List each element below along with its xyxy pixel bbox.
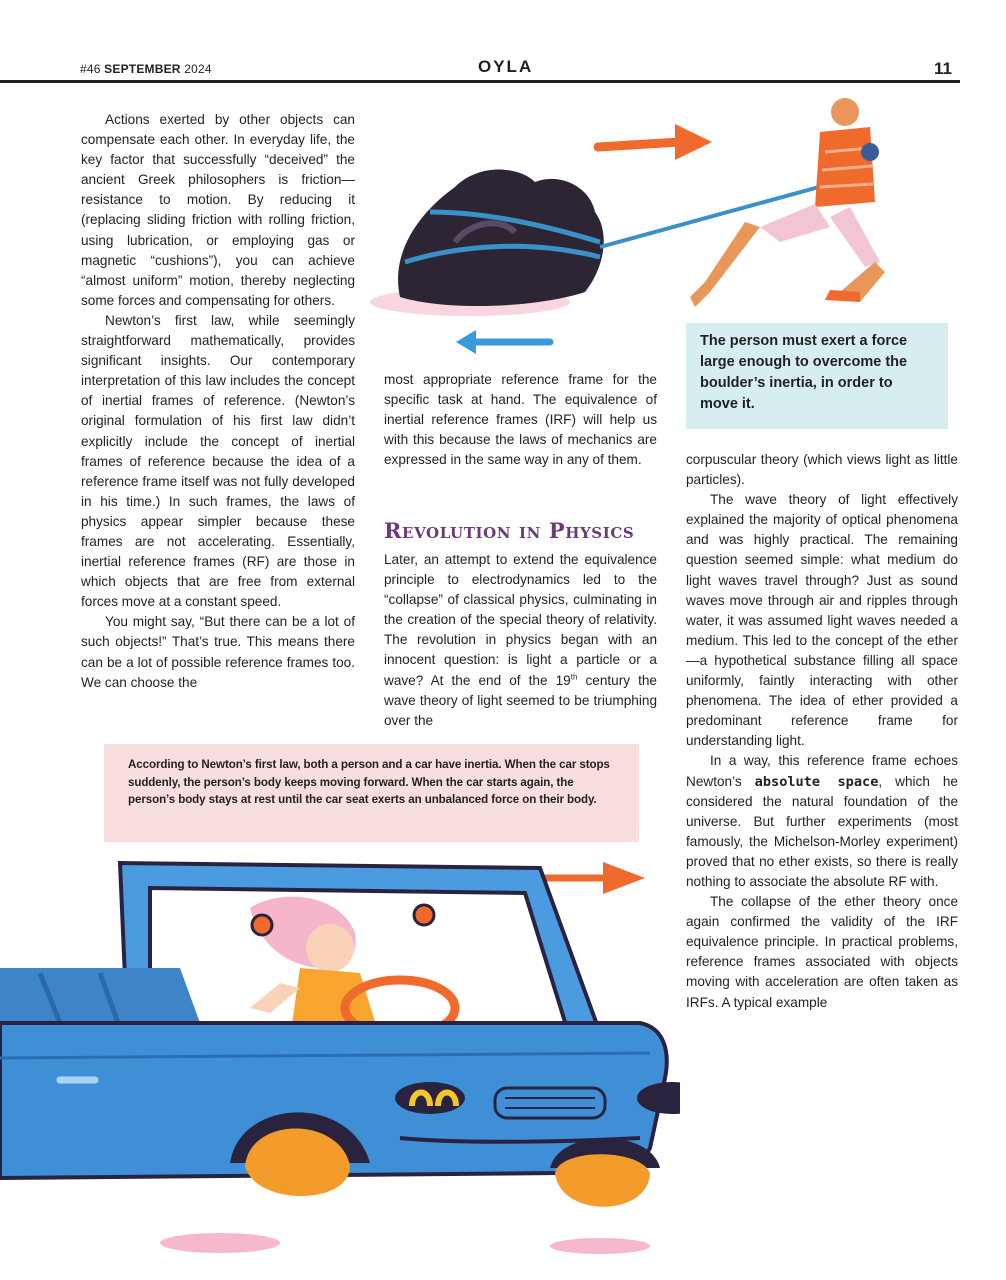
car-caption: According to Newton’s first law, both a person and a car have inertia. When the car stops suddenly, the person’s body keeps moving forward. When the car starts again, the person’s body stays at rest until the car seat exerts an unbalanced force on their body. <box>104 744 639 842</box>
col3-paragraph-3: In a way, this reference frame echoes Newton’s absolute space, which he considered the natural foundation of the universe. But further experiments (most famously, the Michelson-Morley experiment) proved that no ether exists, so there is really nothing to associate the absolute RF with. <box>686 753 958 889</box>
absolute-space-term: absolute space <box>754 773 879 790</box>
column-2 <box>384 370 657 470</box>
col1-paragraph-2: Newton’s first law, while seemingly straightforward mathematically, provides significant insights. Our contemporary interpretation of this law includes the concept of inertial frames of reference. (Newton’s original formulation of his first law didn’t explicitly include the concept of inertial frames of reference because the idea of a reference frame itself was not fully developed in his time.) In such frames, the laws of physics appear simpler because these frames are not accelerating. Essentially, inertial reference frames (RF) are those in which objects that are free from external forces move at a constant speed. <box>81 312 355 610</box>
boulder-caption: The person must exert a force large enough to overcome the boulder’s inertia, in order to move it. <box>686 323 948 429</box>
column-3 <box>686 450 958 1013</box>
col2-paragraph-2: Later, an attempt to extend the equivalence principle to electrodynamics led to the “collapse” of classical physics, culminating in the creation of the special theory of relativity. The revolution in physics began with an innocent question: is light a particle or a wave? At the end of the 19th century the wave theory of light seemed to be triumphing over the <box>384 552 657 728</box>
col3-paragraph-1: corpuscular theory (which views light as little particles). <box>686 452 958 488</box>
magazine-logo: OYLA <box>478 57 534 76</box>
col3-paragraph-4: The collapse of the ether theory once again confirmed the validity of the IRF equivalence principle. In practical problems, reference frames associated with objects moving with acceleration are often taken as IRFs. A typical example <box>686 894 958 1010</box>
col1-paragraph-1: Actions exerted by other objects can compensate each other. In everyday life, the key factor that successfully “deceived” the ancient Greek philosophers is friction—resistance to motion. By reducing it (replacing sliding friction with rolling friction, using lubrication, or employing gas or magnetic “cushions”), you can achieve “almost uniform” motion, thereby neglecting some forces and compensating for others. <box>81 112 355 308</box>
col3-paragraph-2: The wave theory of light effectively explained the majority of optical phenomena and was highly practical. The remaining question seemed simple: what medium do light waves travel through? Just as sound waves move through air and ripples through water, it was assumed light waves needed a medium. This led to the concept of the ether—a hypothetical substance filling all space uniformly, faintly interacting with other phenomena. The idea of ether provided a predominant reference frame for understanding light. <box>686 492 958 749</box>
issue-label: #46 SEPTEMBER 2024 <box>80 62 212 76</box>
section-heading: Revolution in Physics <box>384 518 635 543</box>
header-rule <box>0 80 960 83</box>
car-illustration <box>0 848 680 1268</box>
boulder-illustration <box>360 92 960 362</box>
page-number: 11 <box>934 59 952 78</box>
column-2-continued <box>384 550 657 731</box>
column-1 <box>81 110 355 693</box>
col1-paragraph-3: You might say, “But there can be a lot of such objects!” That’s true. This means there can be a lot of possible reference frames too. We can choose the <box>81 614 355 690</box>
col2-paragraph-1: most appropriate reference frame for the specific task at hand. The equivalence of inertial reference frames (IRF) will help us with this because the laws of mechanics are expressed in the same way in any of them. <box>384 372 657 468</box>
